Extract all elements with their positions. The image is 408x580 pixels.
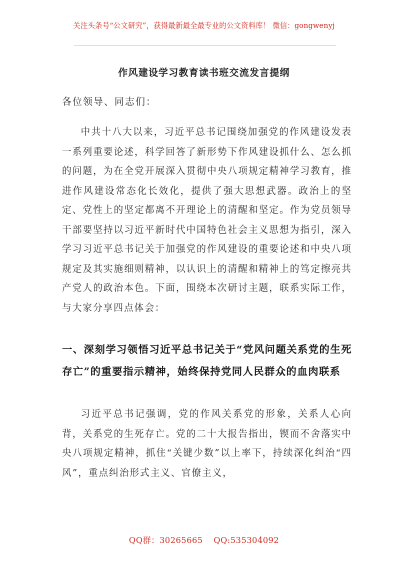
header-divider: [74, 45, 336, 46]
footer-qq-group: QQ群：30265665: [128, 535, 203, 545]
body-paragraph-2: 习近平总书记强调，党的作风关系党的形象，关系人心向背，关系党的生死存亡。党的二十大报告指出，锲而不舍落实中央八项规定精神，抓住“关键少数”以上率下，持续深化纠治“四风”，重点纠治形式主义、官僚主义，: [62, 409, 352, 479]
salutation: 各位领导、同志们：: [62, 97, 157, 108]
page-footer: [0, 535, 408, 546]
promo-banner-text: 关注头条号“公文研究”，获得最新最全最专业的公文资料库！ 微信：gongwenyj: [73, 21, 335, 30]
body-paragraph-1: 中共十八大以来，习近平总书记围绕加强党的作风建设发表一系列重要论述，科学回答了新形势下作风建设抓什么、怎么抓的问题，为在全党开展深入贯彻中央八项规定精神学习教育，推进作风建设常态化长效化，提供了强大思想武器。政治上的坚定、党性上的坚定都离不开理论上的清醒和坚定。作为党员领导干部要坚持以习近平新时代中国特色社会主义思想为指引，深入学习习近平总书记关于加强党的作风建设的重要论述和中央八项规定及其实施细则精神，以认识上的清醒和精神上的笃定擦亮共产党人的政治本色。下面，围绕本次研讨主题，联系实际工作，与大家分享四点体会：: [62, 127, 352, 314]
document-title: 作风建设学习教育读书班交流发言提纲: [118, 68, 290, 79]
section-heading-1: 一、深刻学习领悟习近平总书记关于“党风问题关系党的生死存亡”的重要指示精神，始终保持党同人民群众的血肉联系: [62, 344, 352, 378]
page-header: [0, 0, 408, 56]
footer-qq: QQ:535304092: [213, 535, 280, 545]
